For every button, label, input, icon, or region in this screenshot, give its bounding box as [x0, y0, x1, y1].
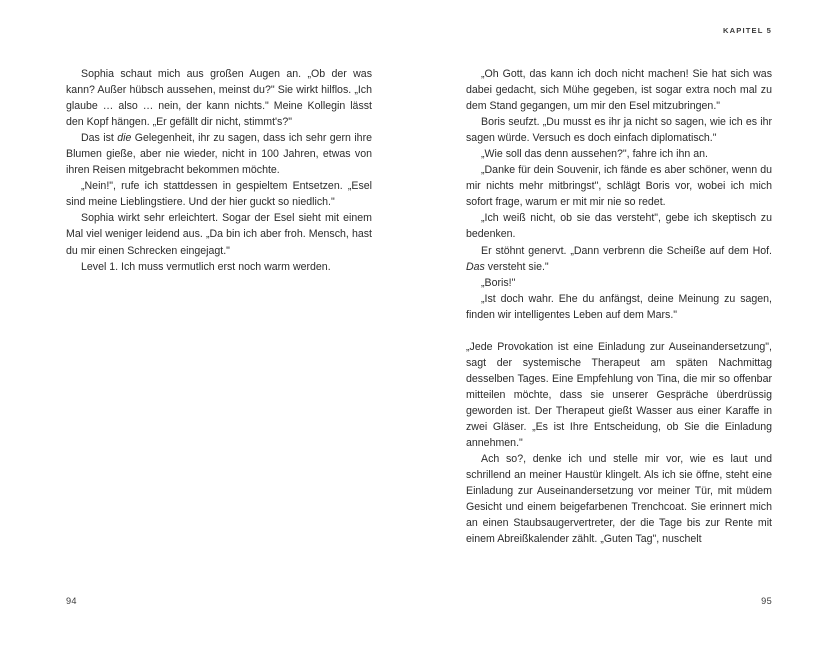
- body-text: versteht sie.": [484, 260, 549, 273]
- body-text: „Ich weiß nicht, ob sie das versteht", gebe ich skeptisch zu bedenken.: [466, 212, 772, 241]
- body-text: „Oh Gott, das kann ich doch nicht machen! Sie hat sich was dabei gedacht, sich Mühe gegeben, ist sogar extra noch mal zu dem Stand gegangen, um mir den Esel mitzubringen.": [466, 68, 772, 113]
- paragraph-r-p3: [466, 146, 772, 162]
- page-left-text-column: [66, 66, 372, 275]
- page-right-text-column: [466, 66, 772, 547]
- paragraph-l-p5: [66, 259, 372, 275]
- body-text: „Nein!", rufe ich stattdessen in gespieltem Entsetzen. „Esel sind meine Lieblingstiere. Und der hier guckt so niedlich.": [66, 180, 372, 209]
- body-text: „Boris!": [481, 276, 516, 289]
- emphasis-text: die: [117, 132, 132, 145]
- page-number-left: 94: [66, 596, 77, 606]
- spread-gutter: [416, 0, 417, 648]
- paragraph-r-p7: [466, 275, 772, 291]
- body-text: „Ist doch wahr. Ehe du anfängst, deine Meinung zu sagen, finden wir intelligentes Leben auf dem Mars.": [466, 292, 772, 321]
- paragraph-r-p9: [466, 339, 772, 451]
- paragraph-l-p2: [66, 130, 372, 178]
- paragraph-l-p1: [66, 66, 372, 130]
- emphasis-text: Das: [466, 260, 485, 273]
- body-text: Sophia schaut mich aus großen Augen an. „Ob der was kann? Außer hübsch aussehen, meinst du?" Sie wirkt hilflos. „Ich glaube … also … nein, der kann nichts." Meine Kollegin lässt den Kopf hängen. „Er gefällt dir nicht, stimmt's?": [66, 68, 372, 129]
- paragraph-r-p4: [466, 162, 772, 210]
- paragraph-r-p6: [466, 243, 772, 275]
- body-text: Das ist: [81, 132, 118, 145]
- page-number-right: 95: [761, 596, 772, 606]
- paragraph-l-p3: [66, 178, 372, 210]
- body-text: Sophia wirkt sehr erleichtert. Sogar der Esel sieht mit einem Mal viel weniger leidend aus. „Da bin ich aber froh. Mensch, hast du mir einen Schrecken eingejagt.": [66, 212, 372, 257]
- body-text: „Wie soll das denn aussehen?", fahre ich ihn an.: [481, 148, 708, 161]
- paragraph-r-p5: [466, 210, 772, 242]
- body-text: „Jede Provokation ist eine Einladung zur Auseinandersetzung", sagt der systemische Therapeut am späten Nachmittag desselben Tages. Eine Empfehlung von Tina, die mir so offenbar mitteilen möchte, dass sie unserer Gespräche überdrüssig geworden ist. Der Therapeut gießt Wasser aus einer Karaffe in zwei Gläser. „Es ist Ihre Entscheidung, ob Sie die Einladung annehmen.": [466, 340, 772, 450]
- paragraph-r-p8: [466, 291, 772, 323]
- paragraph-l-p4: [66, 210, 372, 258]
- body-text: Level 1. Ich muss vermutlich erst noch warm werden.: [81, 260, 331, 273]
- paragraph-r-p10: [466, 451, 772, 547]
- body-text: Gelegenheit, ihr zu sagen, dass ich sehr gern ihre Blumen gieße, aber nie wieder, nicht in 100 Jahren, etwas von ihren Reisen mitgebracht bekommen möchte.: [66, 132, 372, 177]
- body-text: Er stöhnt genervt. „Dann verbrenn die Scheiße auf dem Hof.: [481, 244, 772, 257]
- paragraph-r-p2: [466, 114, 772, 146]
- body-text: „Danke für dein Souvenir, ich fände es aber schöner, wenn du mir nichts mehr mitbringst", schlägt Boris vor, wobei ich mich sofort frage, warum er mit mir nie so redet.: [466, 164, 772, 209]
- paragraph-r-p1: [466, 66, 772, 114]
- body-text: Ach so?, denke ich und stelle mir vor, wie es laut und schrillend an meiner Haustür klingelt. Als ich sie öffne, steht eine Einladung zur Auseinandersetzung vor meiner Tür, mit müdem Gesicht und einem beigefarbenen Trenchcoat. Sie erinnert mich an einen Staubsaugervertreter, der die Tage bis zur Rente mit einem Abreißkalender zählt. „Guten Tag", nuschelt: [466, 453, 772, 546]
- body-text: Boris seufzt. „Du musst es ihr ja nicht so sagen, wie ich es ihr sagen würde. Versuch es doch einfach diplomatisch.": [466, 116, 772, 145]
- page-right: [466, 66, 772, 547]
- running-head-chapter: KAPITEL 5: [722, 26, 772, 35]
- page-left: [66, 66, 372, 275]
